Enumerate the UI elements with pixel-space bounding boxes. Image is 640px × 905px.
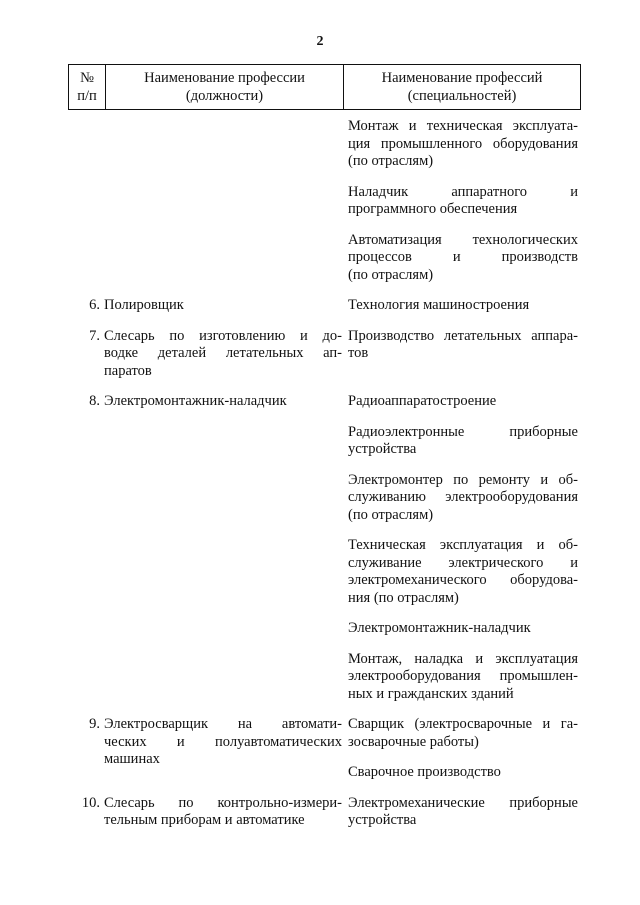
- specialty-item: [348, 795, 578, 830]
- table-row: [68, 328, 578, 394]
- text-line: служиванию электрооборудования: [348, 489, 578, 505]
- text-line: Электромонтер по ремонту и об-: [348, 471, 578, 488]
- position-cell: [104, 393, 342, 716]
- position-name: [104, 716, 342, 769]
- text-line: служивание электрического и: [348, 554, 578, 571]
- text-line: тельным приборам и автоматике: [104, 812, 305, 828]
- table-row: [68, 393, 578, 716]
- text-line: Электросварщик на автомати-: [104, 716, 342, 732]
- text-line: Монтаж, наладка и эксплуатация: [348, 650, 578, 667]
- header-number-cell: [69, 65, 106, 110]
- row-number: 6.: [89, 297, 100, 313]
- table-header: [68, 64, 581, 110]
- page-number: 2: [316, 34, 324, 49]
- text-line: Наладчик аппаратного и: [348, 183, 578, 200]
- table-body: [68, 118, 578, 843]
- text-line: ческих и полуавтоматических: [104, 733, 342, 750]
- row-number: 7.: [89, 327, 100, 344]
- text-line: Производство летательных аппара-: [348, 327, 578, 344]
- specialties-cell: [348, 795, 578, 843]
- header-number-line-2: п/п: [77, 88, 97, 104]
- text-line: паратов: [104, 362, 152, 379]
- specialty-item: [348, 620, 578, 638]
- position-name: [104, 328, 342, 381]
- specialty-item: [348, 184, 578, 219]
- text-line: Автоматизация технологических: [348, 231, 578, 248]
- text-line: Электромонтажник-наладчик: [104, 393, 287, 409]
- table-row: [68, 297, 578, 328]
- text-line: Радиоэлектронные приборные: [348, 423, 578, 440]
- position-cell: [104, 795, 342, 843]
- text-line: ния (по отраслям): [348, 589, 459, 606]
- specialty-item: [348, 297, 578, 315]
- text-line: Электромеханические приборные: [348, 794, 578, 811]
- specialty-item: [348, 118, 578, 171]
- table-row: [68, 118, 578, 297]
- row-number: [68, 118, 104, 297]
- specialty-item: [348, 716, 578, 751]
- text-line: водке деталей летательных ап-: [104, 345, 342, 361]
- position-name: [104, 393, 342, 411]
- text-line: электромеханического оборудова-: [348, 572, 578, 588]
- text-line: ция промышленного оборудования: [348, 135, 578, 152]
- text-line: зосварочные работы): [348, 733, 479, 750]
- text-line: Слесарь по контрольно-измери-: [104, 794, 342, 811]
- table-row: [68, 716, 578, 795]
- specialties-cell: [348, 118, 578, 297]
- specialty-item: [348, 424, 578, 459]
- text-line: процессов и производств: [348, 249, 578, 265]
- text-line: Сварщик (электросварочные и га-: [348, 716, 578, 732]
- row-number: 10.: [81, 794, 100, 811]
- specialties-cell: [348, 393, 578, 716]
- text-line: Слесарь по изготовлению и до-: [104, 327, 342, 344]
- text-line: устройства: [348, 441, 417, 457]
- text-line: (по отраслям): [348, 266, 434, 283]
- table-row: [68, 795, 578, 843]
- text-line: программного обеспечения: [348, 201, 518, 217]
- specialty-item: [348, 472, 578, 525]
- text-line: Электромонтажник-наладчик: [348, 620, 531, 636]
- header-specialties-line-2: (специальностей): [407, 88, 517, 104]
- position-name: [104, 297, 342, 315]
- text-line: устройства: [348, 812, 417, 828]
- specialty-item: [348, 232, 578, 285]
- specialties-cell: [348, 716, 578, 795]
- specialty-item: [348, 393, 578, 411]
- text-line: Сварочное производство: [348, 764, 501, 780]
- specialty-item: [348, 764, 578, 782]
- text-line: машинах: [104, 751, 160, 767]
- header-specialties-cell: [344, 65, 581, 110]
- text-line: Технология машиностроения: [348, 297, 530, 313]
- text-line: электрооборудования промышлен-: [348, 668, 578, 684]
- header-position-cell: [106, 65, 344, 110]
- position-cell: [104, 716, 342, 795]
- text-line: Монтаж и техническая эксплуата-: [348, 118, 578, 134]
- text-line: ных и гражданских зданий: [348, 685, 514, 702]
- header-specialties-line-1: Наименование профессий: [381, 70, 543, 86]
- text-line: Полировщик: [104, 297, 184, 313]
- position-cell: [104, 297, 342, 328]
- text-line: (по отраслям): [348, 506, 434, 523]
- specialty-item: [348, 328, 578, 363]
- position-cell: [104, 118, 342, 297]
- text-line: Радиоаппаратостроение: [348, 393, 497, 409]
- specialties-cell: [348, 297, 578, 328]
- text-line: тов: [348, 345, 369, 361]
- text-line: (по отраслям): [348, 153, 434, 169]
- header-position-line-1: Наименование профессии: [144, 70, 305, 86]
- header-position-line-2: (должности): [185, 88, 264, 104]
- row-number: 8.: [89, 393, 100, 409]
- position-name: [104, 795, 342, 830]
- text-line: Техническая эксплуатация и об-: [348, 537, 578, 553]
- specialty-item: [348, 651, 578, 704]
- specialties-cell: [348, 328, 578, 394]
- row-number: 9.: [89, 716, 100, 732]
- specialty-item: [348, 537, 578, 607]
- header-number-line-1: №: [80, 70, 94, 86]
- position-cell: [104, 328, 342, 394]
